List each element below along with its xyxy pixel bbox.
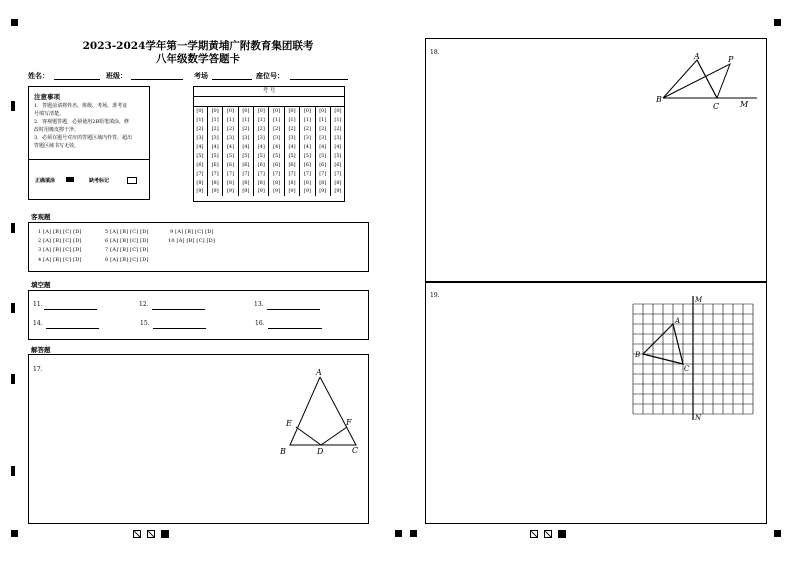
- exam-digit-bubble[interactable]: [3]: [223, 134, 238, 143]
- exam-digit-bubble[interactable]: [7]: [269, 169, 284, 178]
- side-mark: [11, 101, 15, 111]
- correct-fill-label: 正确填涂: [35, 178, 56, 184]
- exam-digit-bubble[interactable]: [3]: [207, 134, 222, 143]
- exam-digit-bubble[interactable]: [1]: [300, 116, 315, 125]
- exam-digit-bubble[interactable]: [5]: [207, 151, 222, 160]
- mc-item[interactable]: 10 [A] [B] [C] [D]: [168, 238, 216, 244]
- seat-field[interactable]: [290, 71, 348, 80]
- exam-digit-bubble[interactable]: [4]: [196, 144, 204, 150]
- exam-room-field[interactable]: [212, 71, 252, 80]
- notice-line: 改时用橡皮擦干净。: [34, 127, 80, 133]
- exam-digit-bubble[interactable]: [0]: [300, 107, 315, 116]
- exam-room-label: 考场: [194, 71, 208, 80]
- blank-field-13[interactable]: [267, 303, 320, 310]
- exam-digit-bubble[interactable]: [2]: [207, 125, 222, 134]
- exam-digit-bubble[interactable]: [7]: [315, 169, 330, 178]
- name-label: 姓名：: [28, 71, 49, 80]
- bottom-marker: [530, 530, 538, 538]
- side-mark: [11, 466, 15, 476]
- mc-item[interactable]: 9 [A] [B] [C] [D]: [170, 229, 214, 235]
- exam-digit-bubble[interactable]: [5]: [238, 151, 253, 160]
- side-mark: [11, 223, 15, 233]
- corner-mark-bottom-mid-left: [395, 530, 402, 537]
- exam-digit-bubble[interactable]: [6]: [284, 160, 299, 169]
- mc-item[interactable]: 3 [A] [B] [C] [D]: [38, 247, 82, 253]
- corner-mark-top-left: [11, 19, 18, 26]
- exam-digit-bubble[interactable]: [8]: [284, 178, 299, 187]
- notice-box: [28, 86, 150, 200]
- exam-digit-bubble[interactable]: [8]: [223, 178, 238, 187]
- blank-label-14: 14.: [33, 320, 43, 327]
- bottom-marker: [558, 530, 566, 538]
- exam-digit-bubble[interactable]: [2]: [196, 126, 204, 133]
- blank-label-16: 16.: [255, 320, 265, 327]
- exam-digit-bubble[interactable]: [0]: [330, 107, 345, 116]
- exam-digit-bubble[interactable]: [3]: [284, 134, 299, 143]
- mc-item[interactable]: 5 [A] [B] [C] [D]: [105, 229, 149, 235]
- exam-digit-bubble[interactable]: [8]: [330, 178, 345, 187]
- exam-digit-bubble[interactable]: [4]: [223, 143, 238, 152]
- fill-blank-title: 填空题: [31, 281, 51, 289]
- blank-field-16[interactable]: [268, 322, 322, 329]
- exam-digit-bubble[interactable]: [2]: [269, 125, 284, 134]
- notice-line: 答题区域书写无效。: [34, 143, 80, 149]
- exam-digit-bubble[interactable]: [3]: [269, 134, 284, 143]
- q18-figure: [655, 50, 760, 112]
- q17-label-B: B: [280, 447, 286, 456]
- exam-digit-bubble[interactable]: [4]: [254, 143, 269, 152]
- exam-digit-bubble[interactable]: [6]: [330, 160, 345, 169]
- q17-figure: [280, 365, 365, 460]
- exam-digit-bubble[interactable]: [0]: [207, 107, 222, 116]
- bottom-marker: [544, 530, 552, 538]
- exam-digit-bubble[interactable]: [7]: [330, 169, 345, 178]
- exam-digit-bubble[interactable]: [8]: [254, 178, 269, 187]
- exam-digit-bubble[interactable]: [7]: [196, 170, 204, 177]
- exam-digit-bubble[interactable]: [9]: [207, 187, 222, 196]
- exam-digit-bubble[interactable]: [7]: [254, 169, 269, 178]
- q17-label-D: D: [317, 447, 324, 456]
- page-title: 2023-2024学年第一学期黄埔广附教育集团联考: [82, 40, 314, 52]
- q18-label-M: M: [740, 100, 749, 109]
- blank-label-11: 11.: [33, 301, 43, 308]
- exam-digit-bubble[interactable]: [9]: [196, 188, 204, 195]
- q19-label-B: B: [635, 351, 641, 359]
- q17-number: 17.: [33, 366, 43, 373]
- q18-number: 18.: [430, 49, 440, 56]
- q19-label-A: A: [675, 317, 681, 325]
- class-label: 班级：: [106, 71, 127, 80]
- exam-digit-bubble[interactable]: [8]: [196, 179, 204, 186]
- exam-digit-bubble[interactable]: [3]: [254, 134, 269, 143]
- exam-digit-bubble[interactable]: [8]: [269, 178, 284, 187]
- page-subtitle: 八年级数学答题卡: [156, 53, 240, 65]
- exam-digit-bubble[interactable]: [5]: [300, 151, 315, 160]
- exam-number-write-row[interactable]: [194, 97, 344, 107]
- q19-number: 19.: [430, 292, 440, 299]
- q18-label-B: B: [656, 95, 662, 104]
- solution-title: 解答题: [31, 346, 51, 354]
- corner-mark-bottom-mid-right: [410, 530, 417, 537]
- blank-field-15[interactable]: [153, 322, 206, 329]
- exam-digit-bubble[interactable]: [0]: [284, 107, 299, 116]
- name-field[interactable]: [54, 71, 100, 80]
- exam-digit-bubble[interactable]: [6]: [196, 161, 204, 168]
- exam-digit-bubble[interactable]: [8]: [207, 178, 222, 187]
- exam-digit-bubble[interactable]: [6]: [238, 160, 253, 169]
- exam-digit-bubble[interactable]: [2]: [330, 125, 345, 134]
- exam-digit-bubble[interactable]: [9]: [238, 187, 253, 196]
- mc-item[interactable]: 6 [A] [B] [C] [D]: [105, 238, 149, 244]
- exam-digit-bubble[interactable]: [0]: [269, 107, 284, 116]
- exam-digit-bubble[interactable]: [0]: [223, 107, 238, 116]
- exam-digit-bubble[interactable]: [4]: [207, 143, 222, 152]
- mc-item[interactable]: 4 [A] [B] [C] [D]: [38, 257, 82, 263]
- bottom-marker: [147, 530, 155, 538]
- exam-digit-bubble[interactable]: [1]: [238, 116, 253, 125]
- exam-digit-bubble[interactable]: [2]: [284, 125, 299, 134]
- exam-digit-bubble[interactable]: [0]: [315, 107, 330, 116]
- q17-label-E: E: [286, 419, 292, 428]
- q19-label-N: N: [695, 414, 702, 422]
- q19-label-M: M: [695, 296, 703, 304]
- exam-digit-bubble[interactable]: [4]: [315, 143, 330, 152]
- exam-digit-bubble[interactable]: [9]: [223, 187, 238, 196]
- mc-item[interactable]: 7 [A] [B] [C] [D]: [105, 247, 149, 253]
- exam-number-header: 考 号: [194, 87, 344, 97]
- bottom-marker: [161, 530, 169, 538]
- exam-digit-bubble[interactable]: [9]: [300, 187, 315, 196]
- q18-label-A: A: [694, 52, 700, 61]
- corner-mark-bottom-right: [774, 530, 781, 537]
- exam-digit-bubble[interactable]: [6]: [223, 160, 238, 169]
- exam-digit-bubble[interactable]: [7]: [300, 169, 315, 178]
- exam-digit-bubble[interactable]: [5]: [284, 151, 299, 160]
- q19-label-C: C: [684, 365, 690, 373]
- class-field[interactable]: [131, 71, 183, 80]
- side-mark: [11, 303, 15, 313]
- exam-digit-bubble[interactable]: [9]: [254, 187, 269, 196]
- missing-mark-label: 缺考标记: [89, 178, 110, 184]
- exam-digit-bubble[interactable]: [4]: [330, 143, 345, 152]
- exam-digit-bubble[interactable]: [1]: [196, 117, 204, 124]
- exam-digit-bubble[interactable]: [6]: [254, 160, 269, 169]
- q18-label-C: C: [713, 102, 720, 111]
- exam-digit-bubble[interactable]: [8]: [238, 178, 253, 187]
- corner-mark-top-right: [774, 19, 781, 26]
- exam-digit-bubble[interactable]: [6]: [315, 160, 330, 169]
- q18-label-P: P: [728, 55, 734, 64]
- exam-digit-bubble[interactable]: [2]: [300, 125, 315, 134]
- q19-grid-figure: [628, 294, 763, 422]
- exam-digit-bubble[interactable]: [2]: [223, 125, 238, 134]
- blank-label-12: 12.: [139, 301, 149, 308]
- exam-digit-bubble[interactable]: [3]: [315, 134, 330, 143]
- exam-digit-bubble[interactable]: [0]: [238, 107, 253, 116]
- notice-title: 注意事项: [34, 93, 60, 101]
- notice-line: 号填写清楚。: [34, 111, 65, 117]
- exam-digit-bubble[interactable]: [3]: [330, 134, 345, 143]
- exam-digit-bubble[interactable]: [5]: [330, 151, 345, 160]
- exam-digit-bubble[interactable]: [1]: [223, 116, 238, 125]
- seat-label: 座位号：: [256, 71, 284, 80]
- exam-digit-bubble[interactable]: [4]: [284, 143, 299, 152]
- q17-label-A: A: [316, 368, 322, 377]
- bottom-marker: [133, 530, 141, 538]
- exam-digit-bubble[interactable]: [2]: [254, 125, 269, 134]
- mc-item[interactable]: 1 [A] [B] [C] [D]: [38, 229, 82, 235]
- exam-digit-bubble[interactable]: [2]: [238, 125, 253, 134]
- q17-label-F: F: [346, 418, 352, 427]
- exam-digit-bubble[interactable]: [2]: [315, 125, 330, 134]
- exam-digit-bubble[interactable]: [6]: [269, 160, 284, 169]
- exam-digit-bubble[interactable]: [1]: [269, 116, 284, 125]
- notice-line: 3．必须在题号对应的答题区域内作答，超出: [34, 135, 133, 141]
- mc-item[interactable]: 8 [A] [B] [C] [D]: [105, 257, 149, 263]
- blank-field-14[interactable]: [46, 322, 99, 329]
- notice-divider: [29, 159, 149, 160]
- exam-digit-bubble[interactable]: [9]: [284, 187, 299, 196]
- exam-digit-bubble[interactable]: [7]: [284, 169, 299, 178]
- exam-digit-bubble[interactable]: [0]: [254, 107, 269, 116]
- exam-digit-bubble[interactable]: [4]: [300, 143, 315, 152]
- exam-digit-bubble[interactable]: [4]: [269, 143, 284, 152]
- blank-field-11[interactable]: [44, 303, 97, 310]
- blank-field-12[interactable]: [152, 303, 205, 310]
- exam-digit-bubble[interactable]: [8]: [315, 178, 330, 187]
- q17-label-C: C: [352, 446, 359, 455]
- exam-digit-bubble[interactable]: [3]: [196, 135, 204, 142]
- exam-digit-bubble[interactable]: [6]: [207, 160, 222, 169]
- exam-digit-bubble[interactable]: [1]: [330, 116, 345, 125]
- exam-digit-bubble[interactable]: [5]: [269, 151, 284, 160]
- exam-digit-bubble[interactable]: [3]: [300, 134, 315, 143]
- correct-fill-sample: [66, 177, 74, 182]
- exam-digit-bubble[interactable]: [7]: [238, 169, 253, 178]
- exam-digit-bubble[interactable]: [1]: [207, 116, 222, 125]
- objective-title: 客观题: [31, 213, 51, 221]
- exam-digit-bubble[interactable]: [9]: [315, 187, 330, 196]
- exam-digit-bubble[interactable]: [8]: [300, 178, 315, 187]
- exam-digit-bubble[interactable]: [1]: [284, 116, 299, 125]
- exam-digit-bubble[interactable]: [9]: [269, 187, 284, 196]
- exam-digit-bubble[interactable]: [7]: [223, 169, 238, 178]
- fill-blank-box: [28, 290, 369, 340]
- exam-digit-bubble[interactable]: [5]: [196, 152, 204, 159]
- exam-digit-bubble[interactable]: [5]: [315, 151, 330, 160]
- exam-digit-bubble[interactable]: [3]: [238, 134, 253, 143]
- corner-mark-bottom-left: [11, 530, 18, 537]
- notice-line: 2．客观题答题，必须使用2B铅笔填涂，修: [34, 119, 130, 125]
- notice-lines: [34, 102, 146, 150]
- exam-digit-bubble[interactable]: [0]: [196, 108, 204, 115]
- side-mark: [11, 374, 15, 384]
- missing-mark-box[interactable]: [127, 177, 137, 184]
- exam-number-grid: [193, 107, 345, 196]
- exam-digit-bubble[interactable]: [1]: [315, 116, 330, 125]
- exam-digit-bubble[interactable]: [5]: [254, 151, 269, 160]
- exam-digit-bubble[interactable]: [1]: [254, 116, 269, 125]
- exam-digit-bubble[interactable]: [4]: [238, 143, 253, 152]
- notice-line: 1．答题前请将姓名、班级、考场、准考证: [34, 103, 128, 109]
- mc-item[interactable]: 2 [A] [B] [C] [D]: [38, 238, 82, 244]
- blank-label-15: 15.: [140, 320, 150, 327]
- exam-digit-bubble[interactable]: [7]: [207, 169, 222, 178]
- exam-digit-bubble[interactable]: [9]: [330, 187, 345, 196]
- exam-digit-bubble[interactable]: [6]: [300, 160, 315, 169]
- exam-digit-bubble[interactable]: [5]: [223, 151, 238, 160]
- blank-label-13: 13.: [254, 301, 264, 308]
